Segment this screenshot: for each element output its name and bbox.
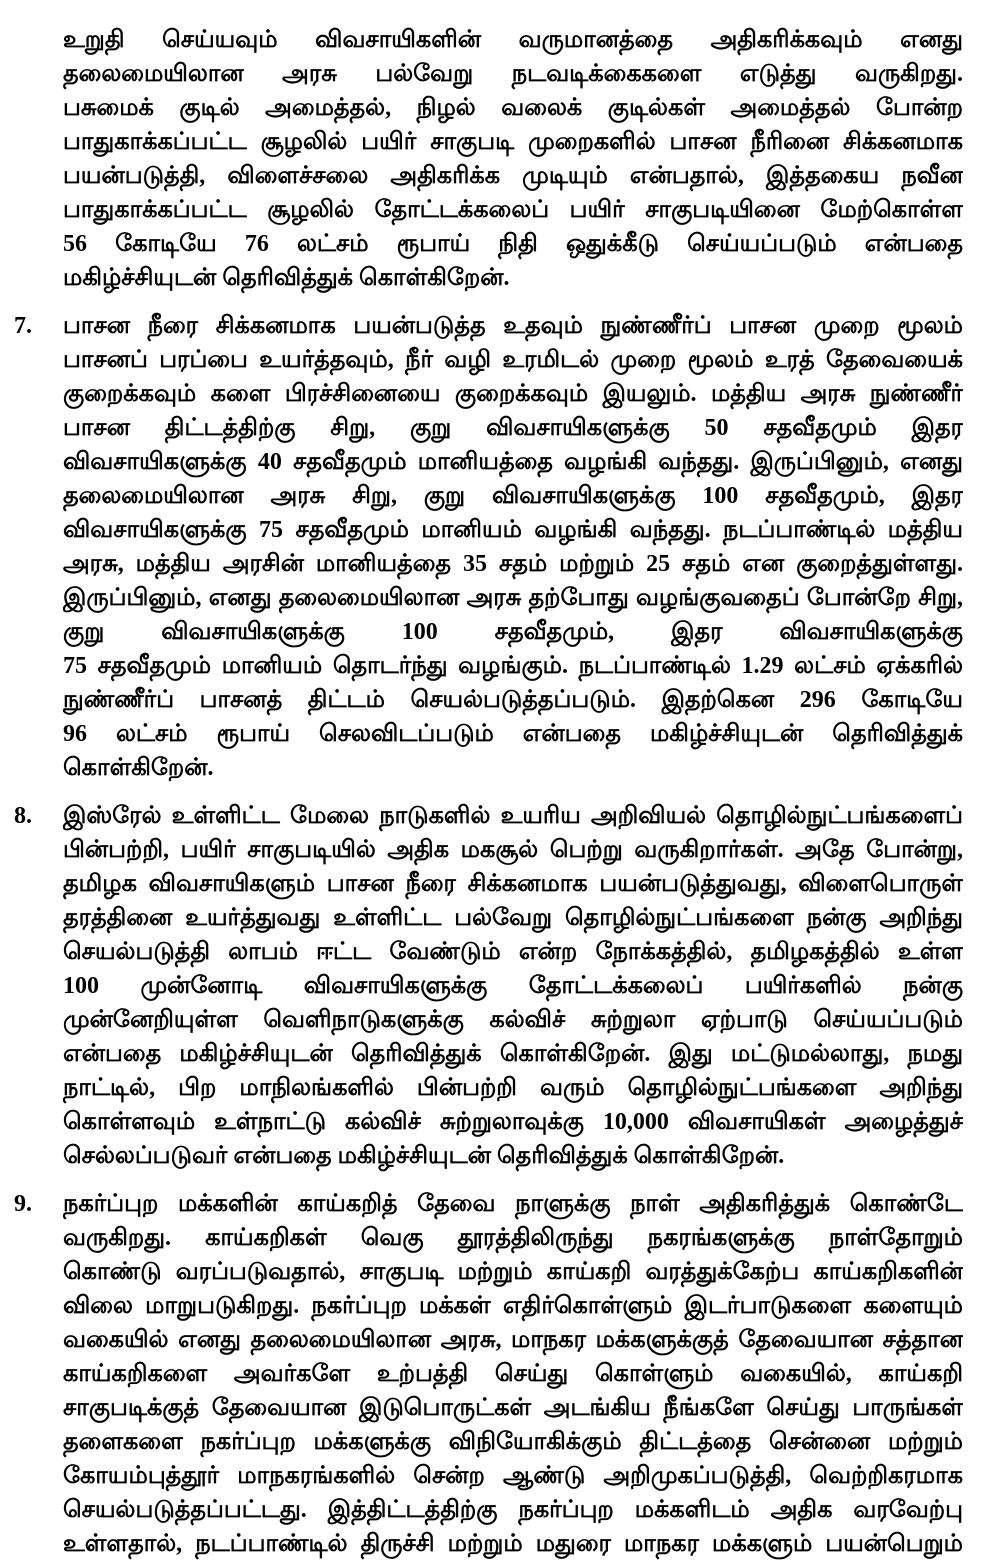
text-line: பாசன திட்டத்திற்கு சிறு, குறு விவசாயிகளுக்கு 50 சதவீதமும் இதர	[63, 415, 963, 441]
paragraph-text	[63, 23, 963, 295]
text-line: முன்னேறியுள்ள வெளிநாடுகளுக்கு கல்விச் சுற்றுலா ஏற்பாடு செய்யப்படும்	[63, 1007, 963, 1033]
paragraph-text	[63, 309, 963, 785]
text-line: தளைகளை நகர்ப்புற மக்களுக்கு விநியோகிக்கும் திட்டத்தை சென்னை மற்றும்	[63, 1429, 963, 1455]
text-line: செல்லப்படுவர் என்பதை மகிழ்ச்சியுடன் தெரிவித்துக் கொள்கிறேன்.	[63, 1143, 785, 1169]
text-line: பாசனப் பரப்பை உயர்த்தவும், நீர் வழி உரமிடல் முறை மூலம் உரத் தேவையைக்	[63, 347, 963, 373]
text-line: நாட்டில், பிற மாநிலங்களில் பின்பற்றி வரும் தொழில்நுட்பங்களை அறிந்து	[63, 1075, 963, 1101]
paragraph-text	[63, 799, 963, 1173]
text-line: 56 கோடியே 76 லட்சம் ரூபாய் நிதி ஒதுக்கீடு செய்யப்படும் என்பதை	[63, 231, 963, 257]
text-line: மகிழ்ச்சியுடன் தெரிவித்துக் கொள்கிறேன்.	[63, 265, 510, 291]
paragraph-number: 8.	[14, 803, 32, 829]
text-line: கோயம்புத்தூர் மாநகரங்களில் சென்ற ஆண்டு அறிமுகப்படுத்தி, வெற்றிகரமாக	[63, 1463, 963, 1489]
text-line: விவசாயிகளுக்கு 40 சதவீதமும் மானியத்தை வழங்கி வந்தது. இருப்பினும், எனது	[63, 449, 963, 475]
text-line: நகர்ப்புற மக்களின் காய்கறித் தேவை நாளுக்கு நாள் அதிகரித்துக் கொண்டே	[63, 1191, 963, 1217]
text-line: வருகிறது. காய்கறிகள் வெகு தூரத்திலிருந்து நகரங்களுக்கு நாள்தோறும்	[63, 1225, 963, 1251]
text-line: கொண்டு வரப்படுவதால், சாகுபடி மற்றும் காய்கறி வரத்துக்கேற்ப காய்கறிகளின்	[63, 1259, 963, 1285]
text-line: உள்ளதால், நடப்பாண்டில் திருச்சி மற்றும் மதுரை மாநகர மக்களும் பயன்பெறும்	[63, 1531, 963, 1557]
text-line: பசுமைக் குடில் அமைத்தல், நிழல் வலைக் குடில்கள் அமைத்தல் போன்ற	[63, 95, 963, 121]
text-line: தரத்தினை உயர்த்துவது உள்ளிட்ட பல்வேறு தொழில்நுட்பங்களை நன்கு அறிந்து	[63, 905, 963, 931]
text-line: உறுதி செய்யவும் விவசாயிகளின் வருமானத்தை அதிகரிக்கவும் எனது	[63, 27, 963, 53]
text-line: தலைமையிலான அரசு சிறு, குறு விவசாயிகளுக்கு 100 சதவீதமும், இதர	[63, 483, 963, 509]
text-line: செயல்படுத்தப்பட்டது. இத்திட்டத்திற்கு நகர்ப்புற மக்களிடம் அதிக வரவேற்பு	[63, 1497, 963, 1523]
text-line: 100 முன்னோடி விவசாயிகளுக்கு தோட்டக்கலைப் பயிர்களில் நன்கு	[63, 973, 963, 999]
text-line: கொள்ளவும் உள்நாட்டு கல்விச் சுற்றுலாவுக்கு 10,000 விவசாயிகள் அழைத்துச்	[63, 1109, 963, 1135]
text-line: என்பதை மகிழ்ச்சியுடன் தெரிவித்துக் கொள்கிறேன். இது மட்டுமல்லாது, நமது	[63, 1041, 963, 1067]
text-line: பயன்படுத்தி, விளைச்சலை அதிகரிக்க முடியும் என்பதால், இத்தகைய நவீன	[63, 163, 963, 189]
text-line: அரசு, மத்திய அரசின் மானியத்தை 35 சதம் மற்றும் 25 சதம் என குறைத்துள்ளது.	[63, 551, 963, 577]
text-line: செயல்படுத்தி லாபம் ஈட்ட வேண்டும் என்ற நோக்கத்தில், தமிழகத்தில் உள்ள	[63, 939, 963, 965]
text-line: தலைமையிலான அரசு பல்வேறு நடவடிக்கைகளை எடுத்து வருகிறது.	[63, 61, 963, 87]
text-line: இஸ்ரேல் உள்ளிட்ட மேலை நாடுகளில் உயரிய அறிவியல் தொழில்நுட்பங்களைப்	[63, 803, 963, 829]
paragraph	[14, 23, 963, 295]
paragraph-number: 9.	[14, 1191, 32, 1217]
paragraph-text	[63, 1187, 963, 1561]
text-line: காய்கறிகளை அவர்களே உற்பத்தி செய்து கொள்ளும் வகையில், காய்கறி	[63, 1361, 963, 1387]
text-line: கொள்கிறேன்.	[63, 755, 214, 781]
text-line: பாசன நீரை சிக்கனமாக பயன்படுத்த உதவும் நுண்ணீர்ப் பாசன முறை மூலம்	[63, 313, 963, 339]
paragraph	[14, 309, 963, 785]
text-line: வகையில் எனது தலைமையிலான அரசு, மாநகர மக்களுக்குத் தேவையான சத்தான	[63, 1327, 963, 1353]
text-line: பின்பற்றி, பயிர் சாகுபடியில் அதிக மகசூல் பெற்று வருகிறார்கள். அதே போன்று,	[63, 837, 963, 863]
text-line: சாகுபடிக்குத் தேவையான இடுபொருட்கள் அடங்கிய நீங்களே செய்து பாருங்கள்	[63, 1395, 963, 1421]
paragraph	[14, 799, 963, 1173]
text-line: தமிழக விவசாயிகளும் பாசன நீரை சிக்கனமாக பயன்படுத்துவது, விளைபொருள்	[63, 871, 963, 897]
paragraph	[14, 1187, 963, 1561]
text-line: பாதுகாக்கப்பட்ட சூழலில் தோட்டக்கலைப் பயிர் சாகுபடியினை மேற்கொள்ள	[63, 197, 963, 223]
text-line: பாதுகாக்கப்பட்ட சூழலில் பயிர் சாகுபடி முறைகளில் பாசன நீரினை சிக்கனமாக	[63, 129, 963, 155]
text-line: நுண்ணீர்ப் பாசனத் திட்டம் செயல்படுத்தப்படும். இதற்கென 296 கோடியே	[63, 687, 963, 713]
text-line: விலை மாறுபடுகிறது. நகர்ப்புற மக்கள் எதிர்கொள்ளும் இடர்பாடுகளை களையும்	[63, 1293, 963, 1319]
text-line: விவசாயிகளுக்கு 75 சதவீதமும் மானியம் வழங்கி வந்தது. நடப்பாண்டில் மத்திய	[63, 517, 963, 543]
text-line: குறு விவசாயிகளுக்கு 100 சதவீதமும், இதர விவசாயிகளுக்கு	[63, 619, 963, 645]
text-line: 75 சதவீதமும் மானியம் தொடர்ந்து வழங்கும். நடப்பாண்டில் 1.29 லட்சம் ஏக்கரில்	[63, 653, 963, 679]
paragraph-number: 7.	[14, 313, 32, 339]
text-line: இருப்பினும், எனது தலைமையிலான அரசு தற்போது வழங்குவதைப் போன்றே சிறு,	[63, 585, 963, 611]
text-line: குறைக்கவும் களை பிரச்சினையை குறைக்கவும் இயலும். மத்திய அரசு நுண்ணீர்	[63, 381, 963, 407]
text-line: 96 லட்சம் ரூபாய் செலவிடப்படும் என்பதை மகிழ்ச்சியுடன் தெரிவித்துக்	[63, 721, 963, 747]
document-body	[14, 23, 963, 1561]
